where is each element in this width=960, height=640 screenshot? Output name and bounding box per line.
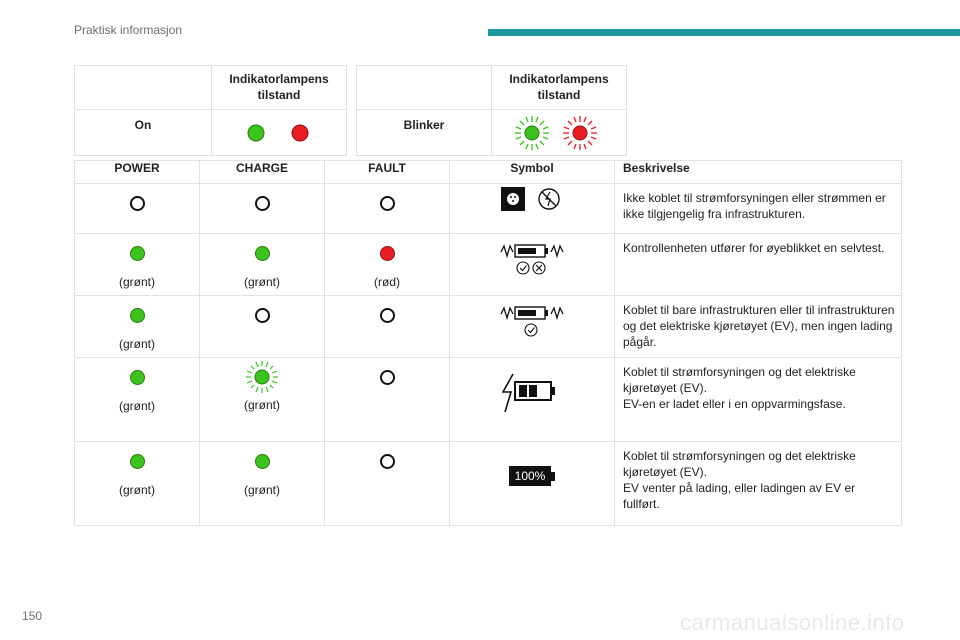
watermark: carmanualsonline.info (680, 610, 905, 635)
power-lamp-green (130, 370, 145, 385)
lamp-color-label: (grønt) (244, 483, 280, 497)
power-lamp-green (130, 454, 145, 469)
lamp-state-blinking-table (356, 65, 627, 156)
lamp-color-label: (grønt) (119, 399, 155, 413)
steady-lamps-icon (242, 121, 322, 145)
column-header-description: Beskrivelse (615, 161, 902, 184)
power-lamp-green (130, 246, 145, 261)
lamp-state-on-table (74, 65, 347, 156)
table-row (75, 442, 902, 526)
power-lamp-green (130, 308, 145, 323)
lamp-pair-blinking (492, 110, 627, 156)
lamp-pair-steady (212, 110, 347, 156)
table-row (75, 296, 902, 358)
blinking-lamps-icon (514, 115, 604, 151)
row-label-on: On (75, 110, 212, 156)
lamp-color-label: (grønt) (119, 337, 155, 351)
fault-lamp-off (380, 308, 395, 323)
fault-lamp-off (380, 454, 395, 469)
header-accent-bar (488, 29, 960, 36)
charge-lamp-green (255, 454, 270, 469)
fault-lamp-red (380, 246, 395, 261)
charge-lamp-green (255, 246, 270, 261)
lamp-color-label: (grønt) (244, 398, 280, 412)
battery-percent-label: 100% (509, 466, 552, 486)
charge-lamp-off (255, 196, 270, 211)
table-row (75, 184, 902, 234)
charge-lamp-off (255, 308, 270, 323)
empty-header-cell (357, 66, 492, 110)
running-header-title: Praktisk informasjon (74, 23, 183, 37)
page-number: 150 (22, 609, 43, 623)
lamp-state-header: Indikatorlampens tilstand (212, 66, 347, 110)
description-cell: Ikke koblet til strømforsyningen eller strømmen er ikke tilgjengelig fra infrastrukturen. (615, 184, 902, 234)
selftest-connector-icon (497, 242, 567, 276)
description-cell: Koblet til strømforsyningen og det elektriske kjøretøyet (EV). EV-en er ladet eller i en oppvarmingsfase. (615, 358, 902, 442)
battery-full-icon (509, 466, 556, 486)
table-row (75, 234, 902, 296)
fault-lamp-off (380, 196, 395, 211)
description-cell: Koblet til bare infrastrukturen eller til infrastrukturen og det elektriske kjøretøyet (EV), men ingen lading pågår. (615, 296, 902, 358)
column-header-symbol: Symbol (450, 161, 615, 184)
battery-charging-icon (497, 370, 567, 416)
power-lamp-off (130, 196, 145, 211)
lamp-color-label: (grønt) (119, 275, 155, 289)
lamp-state-header: Indikatorlampens tilstand (492, 66, 627, 110)
table-row (75, 358, 902, 442)
column-header-charge: CHARGE (200, 161, 325, 184)
empty-header-cell (75, 66, 212, 110)
connected-no-charge-icon (497, 304, 567, 338)
column-header-fault: FAULT (325, 161, 450, 184)
plug-no-power-icon (497, 184, 567, 214)
table-header-row (75, 161, 902, 184)
lamp-color-label: (grønt) (119, 483, 155, 497)
lamp-color-label: (rød) (374, 275, 400, 289)
charge-lamp-green-blinking (245, 360, 279, 394)
column-header-power: POWER (75, 161, 200, 184)
fault-lamp-off (380, 370, 395, 385)
lamp-color-label: (grønt) (244, 275, 280, 289)
charging-status-table (74, 160, 902, 526)
description-cell: Kontrollenheten utfører for øyeblikket en selvtest. (615, 234, 902, 296)
row-label-blinker: Blinker (357, 110, 492, 156)
description-cell: Koblet til strømforsyningen og det elektriske kjøretøyet (EV). EV venter på lading, eller ladingen av EV er fullført. (615, 442, 902, 526)
